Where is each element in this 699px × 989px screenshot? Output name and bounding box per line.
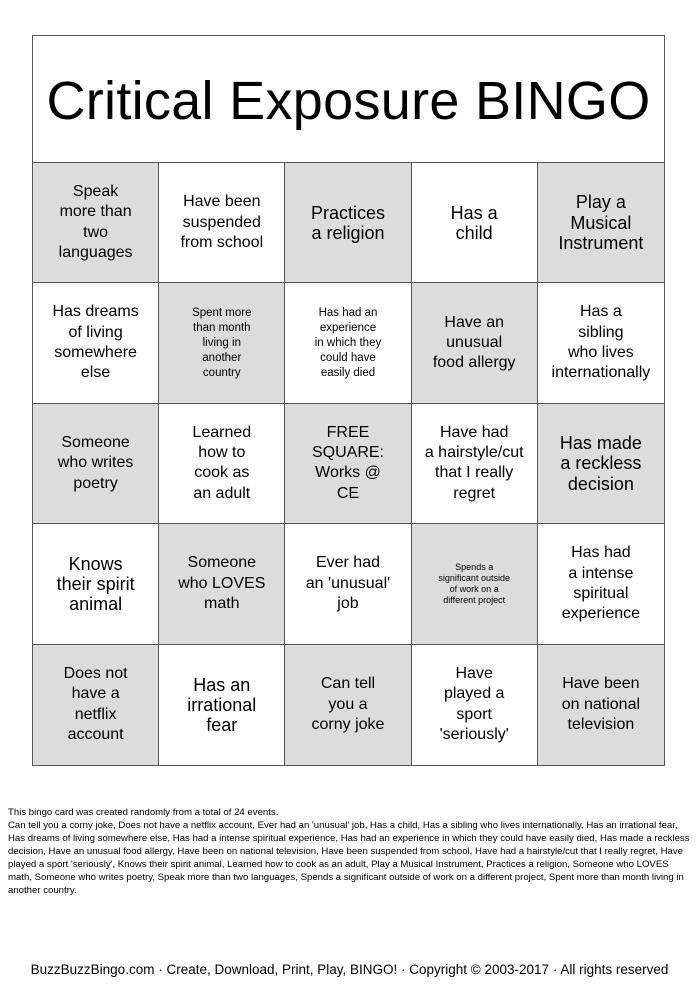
bingo-cell: Knows their spirit animal: [33, 524, 159, 644]
bingo-cell: Learned how to cook as an adult: [159, 404, 285, 524]
bingo-cell: Have been suspended from school: [159, 163, 285, 283]
bingo-cell: Has an irrational fear: [159, 645, 285, 765]
card-notes: [8, 806, 692, 897]
bingo-cell: Have an unusual food allergy: [412, 283, 538, 403]
bingo-grid: [33, 163, 664, 765]
bingo-cell: Spends a significant outside of work on a different project: [412, 524, 538, 644]
footer-credits: BuzzBuzzBingo.com · Create, Download, Print, Play, BINGO! · Copyright © 2003-2017 · All rights reserved: [30, 962, 669, 977]
bingo-cell: Have been on national television: [538, 645, 664, 765]
bingo-cell: Have had a hairstyle/cut that I really regret: [412, 404, 538, 524]
bingo-cell: Practices a religion: [285, 163, 411, 283]
bingo-cell: Ever had an 'unusual' job: [285, 524, 411, 644]
bingo-card: [32, 35, 665, 766]
free-square-cell: FREE SQUARE: Works @ CE: [285, 404, 411, 524]
bingo-cell: Has a child: [412, 163, 538, 283]
bingo-cell: Play a Musical Instrument: [538, 163, 664, 283]
bingo-cell: Someone who LOVES math: [159, 524, 285, 644]
bingo-cell: Speak more than two languages: [33, 163, 159, 283]
bingo-cell: Spent more than month living in another country: [159, 283, 285, 403]
bingo-cell: Has dreams of living somewhere else: [33, 283, 159, 403]
bingo-cell: Has had an experience in which they could have easily died: [285, 283, 411, 403]
bingo-cell: Has made a reckless decision: [538, 404, 664, 524]
bingo-cell: Can tell you a corny joke: [285, 645, 411, 765]
card-title: Critical Exposure BINGO: [33, 36, 664, 163]
bingo-cell: Someone who writes poetry: [33, 404, 159, 524]
bingo-cell: Has a sibling who lives internationally: [538, 283, 664, 403]
bingo-cell: Does not have a netflix account: [33, 645, 159, 765]
bingo-cell: Has had a intense spiritual experience: [538, 524, 664, 644]
bingo-cell: Have played a sport 'seriously': [412, 645, 538, 765]
notes-intro: This bingo card was created randomly from a total of 24 events.: [8, 807, 279, 818]
notes-events-list: Can tell you a corny joke, Does not have a netflix account, Ever had an 'unusual' job, Has a child, Has a sibling who lives internationally, Has an irrational fear, Has dreams of living somewhere else, Has had a intense spiritual experience, Has had an experience in which they could have easily died, Has made a reckless decision, Have an unusual food allergy, Have been on national television, Have been suspended from school, Have had a hairstyle/cut that I really regret, Have played a sport 'seriously', Knows their spirit animal, Learned how to cook as an adult, Play a Musical Instrument, Practices a religion, Someone who LOVES math, Someone who writes poetry, Speak more than two languages, Spends a significant outside of work on a different project, Spent more than month living in another country.: [8, 820, 690, 896]
